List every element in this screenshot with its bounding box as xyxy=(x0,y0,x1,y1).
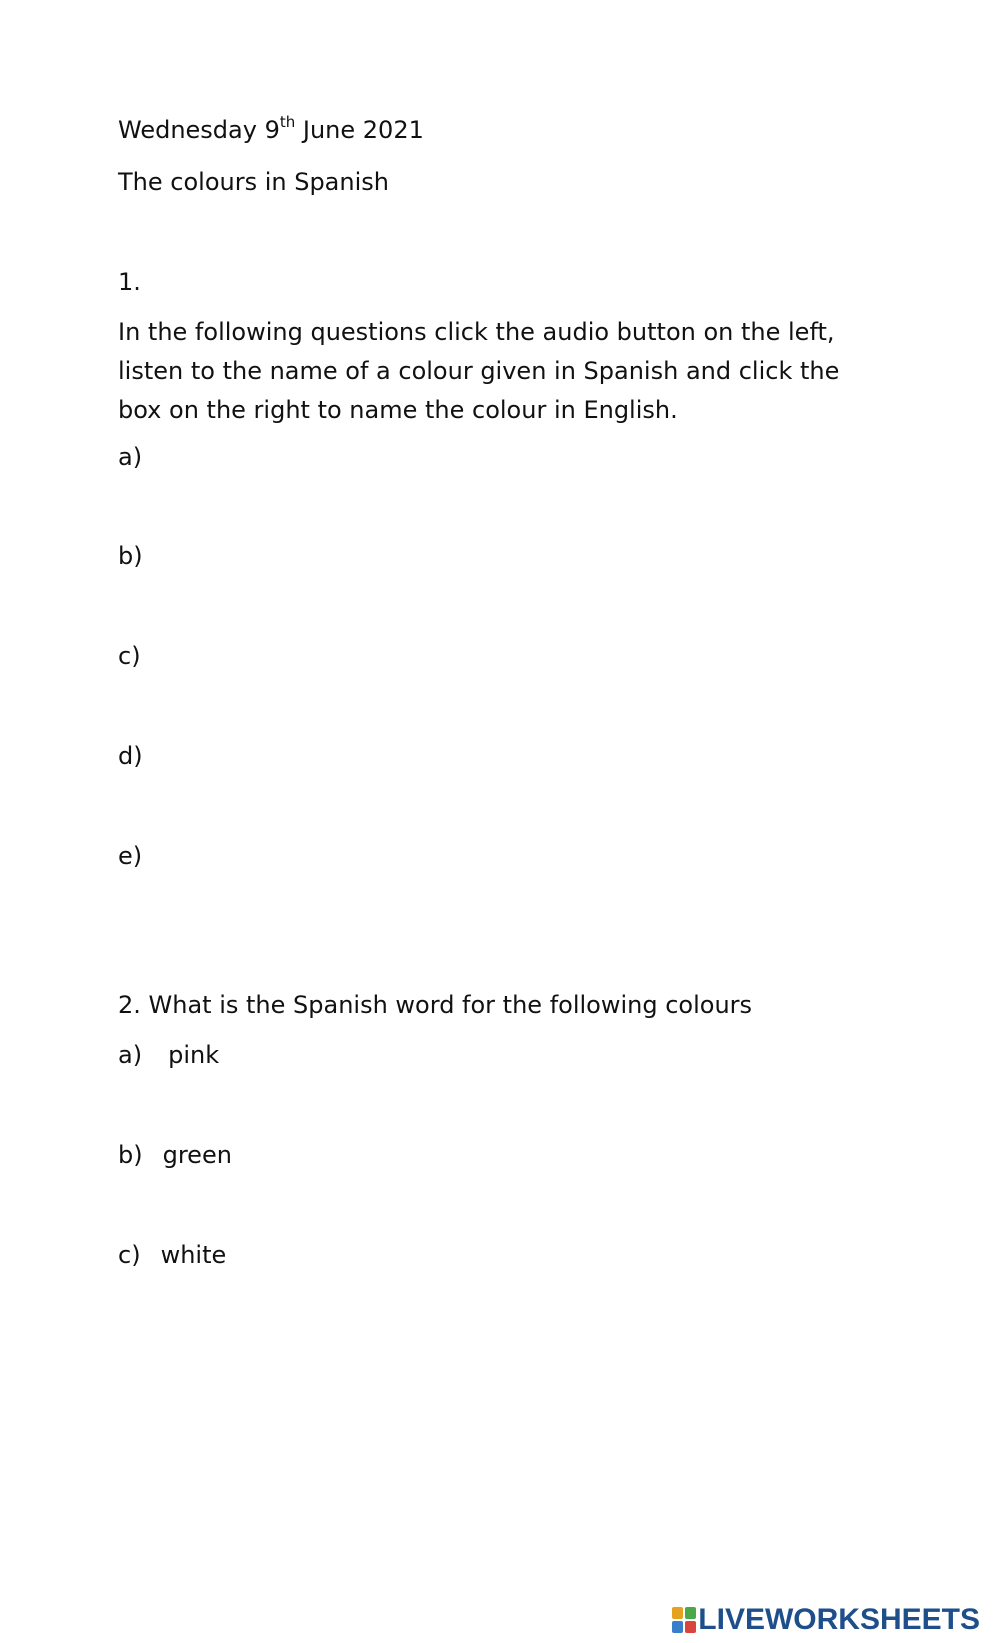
question-1-item-e: e) xyxy=(118,842,143,870)
instruction-line: listen to the name of a colour given in Spanish and click the xyxy=(118,357,840,385)
date-prefix: Wednesday 9 xyxy=(118,116,280,144)
date-line xyxy=(118,110,424,150)
instruction-line: box on the right to name the colour in English. xyxy=(118,396,678,424)
question-2-item-b xyxy=(118,1135,232,1175)
question-1-number: 1. xyxy=(118,268,141,296)
logo-square xyxy=(672,1607,683,1619)
item-word: pink xyxy=(168,1041,220,1069)
logo-square xyxy=(685,1607,696,1619)
question-2-item-c xyxy=(118,1235,226,1275)
item-word: white xyxy=(160,1241,227,1269)
question-1-item-d: d) xyxy=(118,742,143,770)
item-word: green xyxy=(162,1141,232,1169)
question-2-item-a xyxy=(118,1035,219,1075)
page-title: The colours in Spanish xyxy=(118,168,389,196)
question-2-prompt: 2. What is the Spanish word for the following colours xyxy=(118,991,753,1019)
date-rest: June 2021 xyxy=(295,116,424,144)
logo-squares-icon xyxy=(672,1607,696,1633)
logo-text: LIVEWORKSHEETS xyxy=(698,1603,980,1636)
question-1-item-b: b) xyxy=(118,542,143,570)
liveworksheets-logo xyxy=(672,1603,980,1637)
question-1-instructions xyxy=(118,313,878,430)
instruction-line: In the following questions click the audio button on the left, xyxy=(118,318,835,346)
question-1-item-c: c) xyxy=(118,642,141,670)
logo-square xyxy=(672,1621,683,1633)
question-1-item-a: a) xyxy=(118,443,143,471)
item-label: c) xyxy=(118,1241,141,1269)
logo-square xyxy=(685,1621,696,1633)
item-label: a) xyxy=(118,1041,143,1069)
item-label: b) xyxy=(118,1141,143,1169)
date-ordinal: th xyxy=(279,113,296,131)
